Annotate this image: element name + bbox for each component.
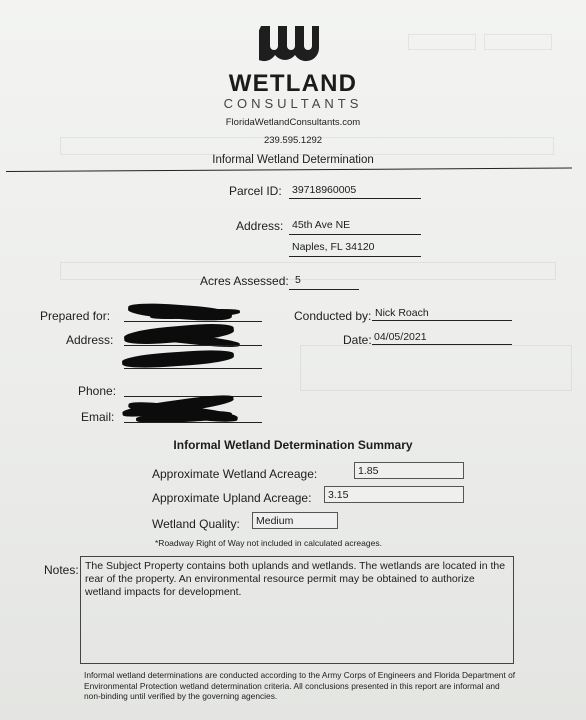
parcel-id-label: Parcel ID: [229, 184, 282, 198]
address-line2-underline [289, 256, 421, 257]
website-link[interactable]: FloridaWetlandConsultants.com [225, 117, 361, 128]
upland-acreage-field: 3.15 [324, 486, 464, 503]
property-address-label: Address: [236, 219, 284, 233]
bleed-through-box [408, 34, 476, 50]
acreage-footnote: *Roadway Right of Way not included in calculated acreages. [155, 538, 382, 548]
bleed-through-box [300, 345, 572, 391]
conducted-by-label: Conducted by: [294, 309, 372, 323]
date-label: Date: [343, 333, 372, 347]
acres-underline [289, 289, 359, 290]
acres-assessed-value: 5 [295, 274, 301, 286]
document-title: Informal Wetland Determination [212, 154, 374, 166]
wetland-acreage-label: Approximate Wetland Acreage: [152, 467, 318, 481]
client-email-label: Email: [81, 410, 115, 424]
client-email-underline [124, 422, 262, 423]
property-address-line2: Naples, FL 34120 [292, 241, 375, 253]
client-address-line2-underline [124, 368, 262, 369]
brand-subtitle: CONSULTANTS [223, 96, 363, 111]
address-line1-underline [289, 234, 421, 235]
parcel-id-value: 39718960005 [292, 184, 357, 196]
conducted-by-underline [372, 320, 512, 321]
brand-name: WETLAND [228, 70, 358, 97]
wetland-acreage-field: 1.85 [354, 462, 464, 479]
notes-text: The Subject Property contains both uplands and wetlands. The wetlands are located in the rear of the property. An environmental resource permit may be obtained to authorize wetland impacts for development. [85, 560, 506, 598]
wetland-quality-label: Wetland Quality: [152, 517, 240, 531]
client-address-label: Address: [66, 333, 114, 347]
wetland-w-logo-icon [259, 24, 321, 62]
date-value: 04/05/2021 [374, 331, 427, 343]
property-address-line1: 45th Ave NE [292, 219, 351, 231]
notes-label: Notes: [44, 563, 79, 577]
notes-box [80, 556, 514, 664]
header-divider [6, 168, 572, 172]
prepared-for-underline [124, 321, 262, 322]
conducted-by-value: Nick Roach [375, 307, 429, 319]
bleed-through-box [484, 34, 552, 50]
client-phone-label: Phone: [78, 384, 117, 398]
summary-title: Informal Wetland Determination Summary [173, 438, 413, 452]
upland-acreage-label: Approximate Upland Acreage: [152, 491, 312, 505]
date-underline [372, 344, 512, 345]
client-address-underline [124, 345, 262, 346]
wetland-quality-field: Medium [252, 512, 338, 529]
redacted-client-address [122, 348, 235, 370]
parcel-id-underline [289, 198, 421, 199]
prepared-for-label: Prepared for: [40, 309, 111, 323]
acres-assessed-label: Acres Assessed: [200, 274, 289, 288]
disclaimer-text: Informal wetland determinations are conducted according to the Army Corps of Engineers and Florida Department of Environmental Protection wetland determination criteria. All conclusions presented in this report are informal and non-binding until verified by the governing agencies. [84, 670, 516, 702]
company-phone: 239.595.1292 [263, 135, 323, 146]
bleed-through-box [60, 262, 556, 280]
